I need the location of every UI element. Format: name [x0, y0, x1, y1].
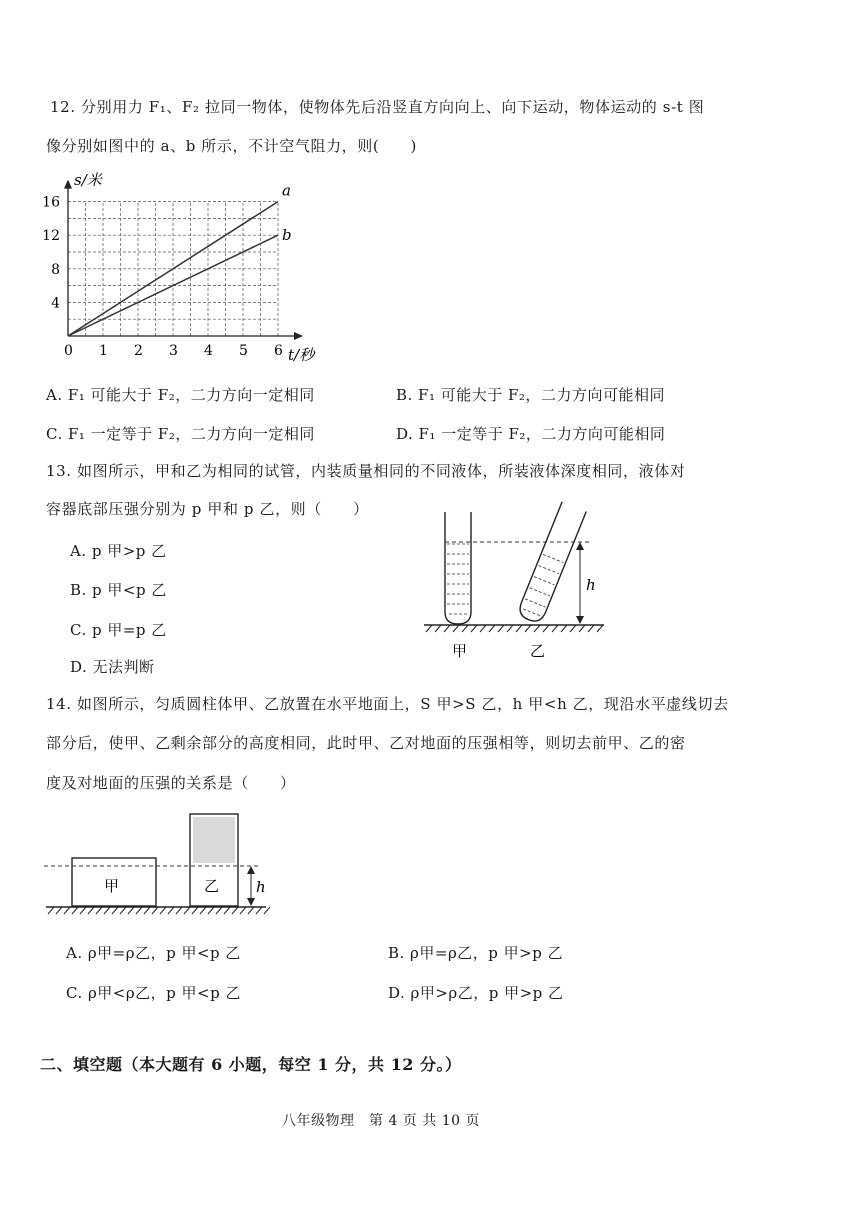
q12-option-b: B. F₁ 可能大于 F₂，二力方向可能相同: [396, 386, 665, 404]
hatch-line: [184, 907, 190, 914]
q13-text-line2: 容器底部压强分别为 p 甲和 p 乙，则（ ）: [46, 500, 369, 518]
hatch-line: [534, 625, 540, 632]
hatch-line: [426, 625, 432, 632]
q13-option-b: B. p 甲<p 乙: [70, 581, 167, 599]
y-tick-label: 12: [42, 228, 60, 245]
hatch-line: [200, 907, 206, 914]
hatch-line: [588, 625, 594, 632]
hatch-line: [240, 907, 246, 914]
page-footer: 八年级物理 第 4 页 共 10 页: [282, 1113, 480, 1129]
q13-option-c: C. p 甲=p 乙: [70, 621, 167, 639]
hatch-line: [48, 907, 54, 914]
x-axis-arrow: [294, 332, 303, 340]
hatch-line: [552, 625, 558, 632]
tube-jia: [445, 512, 471, 624]
q13-text-line1: 13. 如图所示，甲和乙为相同的试管，内装质量相同的不同液体，所装液体深度相同，液体对: [46, 462, 686, 480]
hatch-line: [480, 625, 486, 632]
st-chart: [0, 168, 315, 368]
y-tick-label: 8: [51, 261, 60, 278]
hatch-line: [216, 907, 222, 914]
hatch-line: [224, 907, 230, 914]
hatch-line: [264, 907, 270, 914]
y-tick-label: 16: [42, 194, 60, 211]
q12-option-c: C. F₁ 一定等于 F₂，二力方向一定相同: [46, 425, 315, 443]
x-tick-label: 4: [204, 343, 213, 359]
hatch-line: [570, 625, 576, 632]
hatch-line: [597, 625, 603, 632]
q13-test-tube-figure: [420, 508, 620, 678]
q12-option-d: D. F₁ 一定等于 F₂，二力方向可能相同: [396, 425, 666, 443]
q13-option-a: A. p 甲>p 乙: [70, 542, 167, 560]
hatch-line: [525, 625, 531, 632]
hatch-line: [56, 907, 62, 914]
hatch-line: [248, 907, 254, 914]
q14-text-line3: 度及对地面的压强的关系是（ ）: [46, 774, 296, 792]
hatch-line: [88, 907, 94, 914]
hatch-line: [498, 625, 504, 632]
hatch-line: [192, 907, 198, 914]
hatch-line: [435, 625, 441, 632]
hatch-line: [128, 907, 134, 914]
q13-label-jia: 甲: [452, 642, 468, 660]
q13-ground-hatch: [426, 625, 603, 632]
hatch-line: [579, 625, 585, 632]
q14-h-label: h: [256, 878, 266, 896]
x-tick-label: 3: [169, 343, 178, 359]
hatch-line: [507, 625, 513, 632]
hatch-line: [471, 625, 477, 632]
y-axis-arrow: [64, 180, 72, 189]
hatch-line: [208, 907, 214, 914]
hatch-line: [144, 907, 150, 914]
hatch-line: [80, 907, 86, 914]
hatch-line: [489, 625, 495, 632]
q13-label-yi: 乙: [530, 642, 546, 660]
q12-text-line2: 像分别如图中的 a、b 所示，不计空气阻力，则( ): [46, 137, 417, 155]
hatch-line: [176, 907, 182, 914]
hatch-line: [104, 907, 110, 914]
y-tick-label: 4: [51, 295, 60, 312]
chart-xlabel: t/秒: [288, 346, 315, 364]
hatch-line: [232, 907, 238, 914]
hatch-line: [96, 907, 102, 914]
hatch-line: [561, 625, 567, 632]
hatch-line: [462, 625, 468, 632]
q14-ground-hatch: [48, 907, 270, 914]
q12-option-a: A. F₁ 可能大于 F₂，二力方向一定相同: [46, 386, 315, 404]
hatch-line: [516, 625, 522, 632]
hatch-line: [112, 907, 118, 914]
x-tick-label: 5: [239, 343, 248, 359]
q14-cylinder-figure: [40, 808, 280, 918]
hatch-line: [64, 907, 70, 914]
q14-text-line1: 14. 如图所示，匀质圆柱体甲、乙放置在水平地面上，S 甲>S 乙，h 甲<h 乙，现沿水平虚线切去: [46, 695, 729, 713]
series-label-b: b: [282, 226, 292, 245]
hatch-line: [453, 625, 459, 632]
chart-series: [68, 182, 292, 336]
q14-label-yi: 乙: [204, 877, 220, 895]
hatch-line: [136, 907, 142, 914]
q14-option-c: C. ρ甲<ρ乙，p 甲<p 乙: [66, 984, 241, 1002]
chart-tick-labels: [42, 195, 283, 359]
q14-option-d: D. ρ甲>ρ乙，p 甲>p 乙: [388, 984, 564, 1002]
x-tick-label: 1: [99, 343, 108, 359]
chart-ylabel: s/米: [74, 171, 102, 189]
tube-yi: [516, 502, 586, 625]
section2-title: 二、填空题（本大题有 6 小题，每空 1 分，共 12 分。）: [40, 1055, 462, 1074]
q14-text-line2: 部分后，使甲、乙剩余部分的高度相同，此时甲、乙对地面的压强相等，则切去前甲、乙的密: [46, 734, 686, 752]
hatch-line: [543, 625, 549, 632]
q14-option-a: A. ρ甲=ρ乙，p 甲<p 乙: [66, 944, 241, 962]
q14-label-jia: 甲: [104, 877, 120, 895]
series-label-a: a: [282, 181, 291, 200]
q14-option-b: B. ρ甲=ρ乙，p 甲>p 乙: [388, 944, 564, 962]
q12-text-line1: 12. 分别用力 F₁、F₂ 拉同一物体，使物体先后沿竖直方向向上、向下运动，物体运动的 s-t 图: [50, 98, 705, 116]
x-tick-label: 6: [274, 343, 283, 359]
x-tick-label: 2: [134, 343, 143, 359]
hatch-line: [72, 907, 78, 914]
hatch-line: [444, 625, 450, 632]
hatch-line: [120, 907, 126, 914]
q13-h-label: h: [586, 576, 596, 594]
hatch-line: [152, 907, 158, 914]
hatch-line: [168, 907, 174, 914]
x-tick-label: 0: [64, 343, 73, 359]
hatch-line: [160, 907, 166, 914]
q13-option-d: D. 无法判断: [70, 658, 155, 676]
hatch-line: [256, 907, 262, 914]
